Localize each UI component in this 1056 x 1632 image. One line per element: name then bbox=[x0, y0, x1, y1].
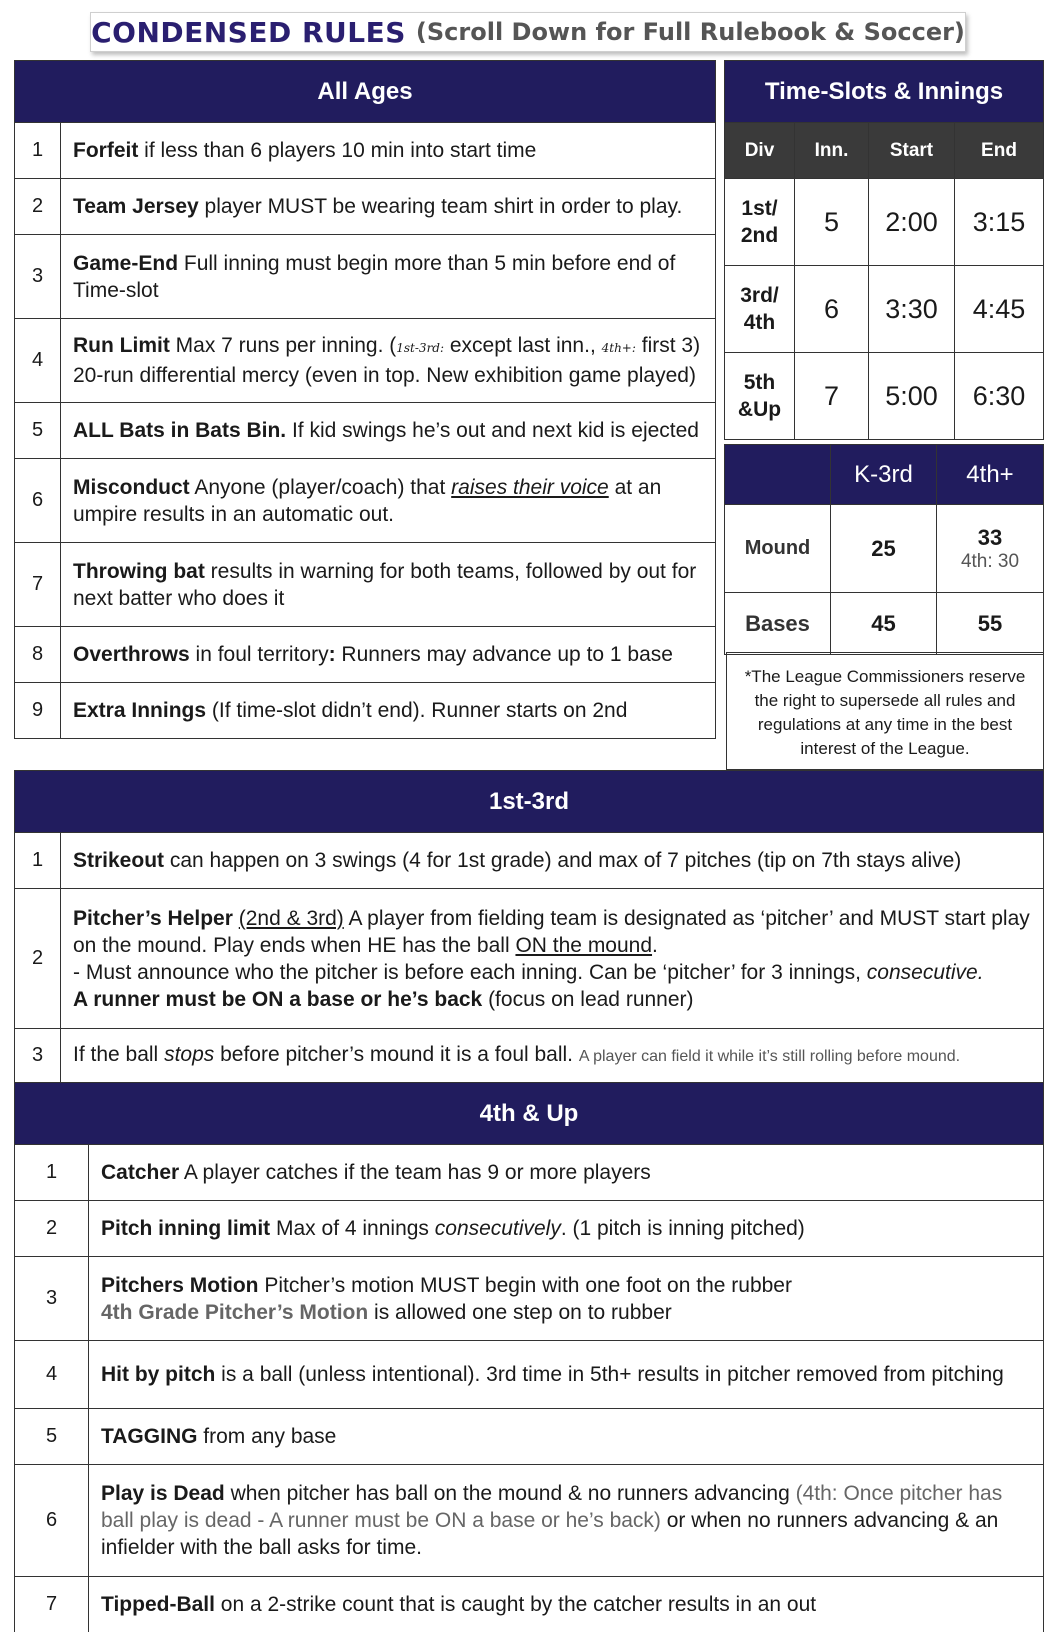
time-slot-row: 5th &Up 7 5:00 6:30 bbox=[725, 353, 1044, 440]
rule-row: 5 TAGGING from any base bbox=[15, 1409, 1044, 1465]
title-main: CONDENSED RULES bbox=[91, 15, 406, 49]
rule-row: 8 Overthrows in foul territory: Runners may advance up to 1 base bbox=[15, 627, 716, 683]
bases-row: Bases 45 55 bbox=[725, 593, 1044, 655]
all-ages-header: All Ages bbox=[15, 61, 716, 123]
rule-row: 7 Throwing bat results in warning for both teams, followed by out for next batter who does it bbox=[15, 543, 716, 627]
rule-row: 5 ALL Bats in Bats Bin. If kid swings he’s out and next kid is ejected bbox=[15, 403, 716, 459]
distances-table: K-3rd 4th+ Mound 25 33 4th: 30 Bases 45 55 bbox=[724, 444, 1044, 655]
time-slot-row: 3rd/ 4th 6 3:30 4:45 bbox=[725, 266, 1044, 353]
title-sub: (Scroll Down for Full Rulebook & Soccer) bbox=[415, 18, 965, 46]
rule-row: 3 Pitchers Motion Pitcher’s motion MUST begin with one foot on the rubber 4th Grade Pitcher’s Motion is allowed one step on to rubber bbox=[15, 1257, 1044, 1341]
time-slot-row: 1st/ 2nd 5 2:00 3:15 bbox=[725, 179, 1044, 266]
rule-row: 3 If the ball stops before pitcher’s mound it is a foul ball. A player can field it while it’s still rolling before mound. bbox=[15, 1029, 1044, 1083]
all-ages-table bbox=[14, 60, 716, 739]
rule-row: 1 Catcher A player catches if the team has 9 or more players bbox=[15, 1145, 1044, 1201]
rule-row: 2 Pitcher’s Helper (2nd & 3rd) A player from fielding team is designated as ‘pitcher’ and MUST start play on the mound. Play ends when HE has the ball ON the mound. - Must announce who the pitcher is before each inning. Can be ‘pitcher’ for 3 innings, consecutive. A runner must be ON a base or he’s back (focus on lead runner) bbox=[15, 889, 1044, 1029]
fourth-up-header: 4th & Up bbox=[15, 1083, 1044, 1145]
rule-row: 4 Run Limit Max 7 runs per inning. (1st-3rd: except last inn., 4th+: first 3) 20-run differential mercy (even in top. New exhibition game played) bbox=[15, 319, 716, 403]
mound-row: Mound 25 33 4th: 30 bbox=[725, 505, 1044, 593]
rule-row: 3 Game-End Full inning must begin more than 5 min before end of Time-slot bbox=[15, 235, 716, 319]
rule-row: 6 Misconduct Anyone (player/coach) that raises their voice at an umpire results in an automatic out. bbox=[15, 459, 716, 543]
rule-row: 9 Extra Innings (If time-slot didn’t end). Runner starts on 2nd bbox=[15, 683, 716, 739]
rule-row: 2 Pitch inning limit Max of 4 innings consecutively. (1 pitch is inning pitched) bbox=[15, 1201, 1044, 1257]
first-third-table bbox=[14, 770, 1044, 1083]
time-slots-columns: Div Inn. Start End bbox=[725, 123, 1044, 179]
time-slots-header: Time-Slots & Innings bbox=[725, 61, 1044, 123]
rule-row: 4 Hit by pitch is a ball (unless intentional). 3rd time in 5th+ results in pitcher removed from pitching bbox=[15, 1341, 1044, 1409]
fourth-up-table bbox=[14, 1082, 1044, 1632]
rule-row: 1 Strikeout can happen on 3 swings (4 for 1st grade) and max of 7 pitches (tip on 7th stays alive) bbox=[15, 833, 1044, 889]
page-title bbox=[90, 12, 966, 52]
first-third-header: 1st-3rd bbox=[15, 771, 1044, 833]
rule-row: 2 Team Jersey player MUST be wearing team shirt in order to play. bbox=[15, 179, 716, 235]
time-slots-table bbox=[724, 60, 1044, 440]
rule-row: 6 Play is Dead when pitcher has ball on the mound & no runners advancing (4th: Once pitcher has ball play is dead - A runner must be ON a base or he’s back) or when no runners advancing & an infielder with the ball asks for time. bbox=[15, 1465, 1044, 1577]
commissioner-note: *The League Commissioners reserve the right to supersede all rules and regulations at any time in the best interest of the League. bbox=[726, 652, 1044, 770]
rule-row: 1 Forfeit if less than 6 players 10 min into start time bbox=[15, 123, 716, 179]
rule-row: 7 Tipped-Ball on a 2-strike count that is caught by the catcher results in an out bbox=[15, 1577, 1044, 1632]
